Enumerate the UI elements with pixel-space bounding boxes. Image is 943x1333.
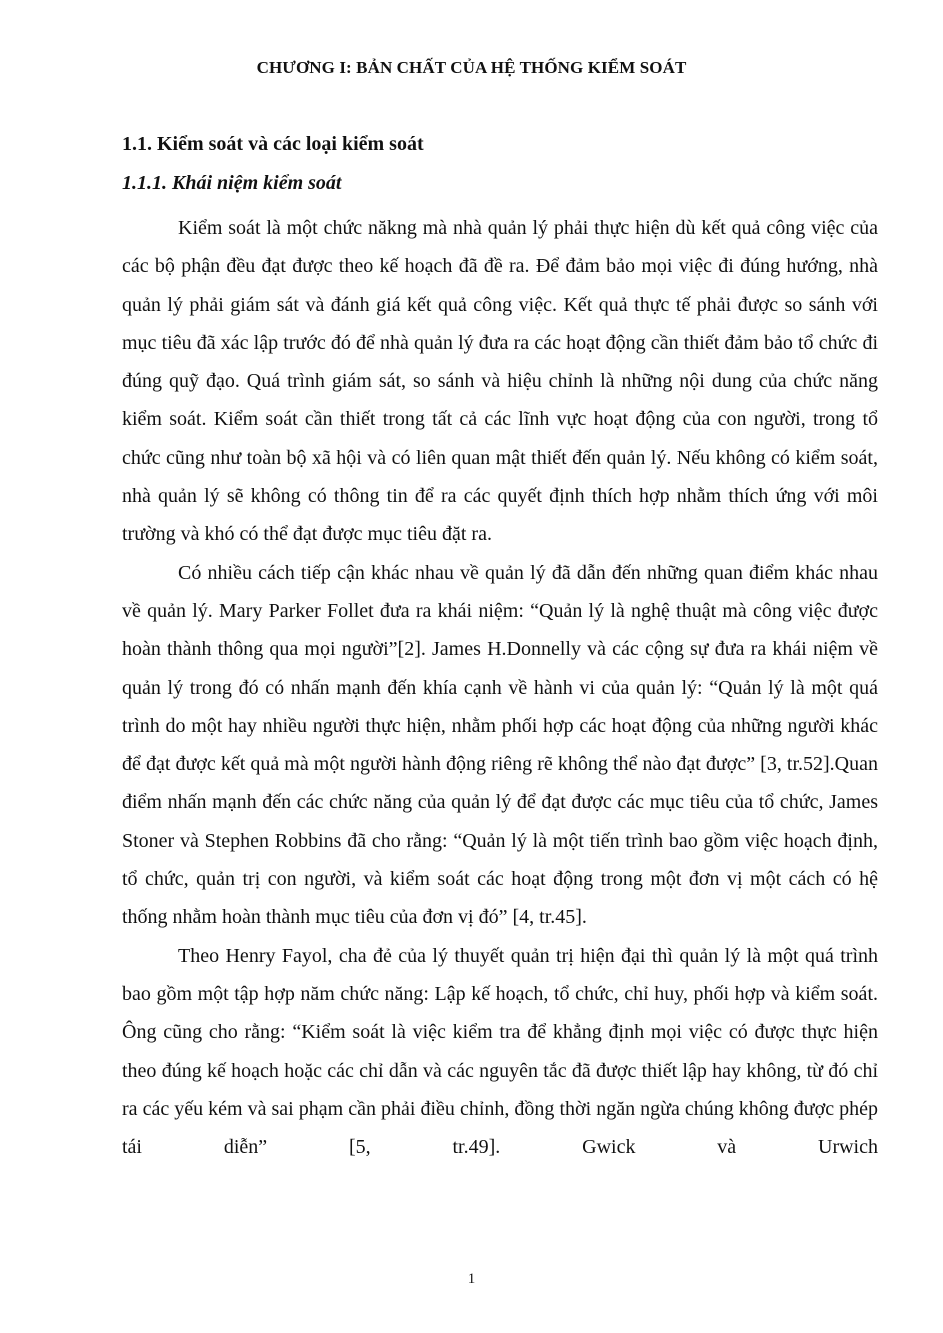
paragraph-3: Theo Henry Fayol, cha đẻ của lý thuyết quản trị hiện đại thì quản lý là một quá trình bao gồm một tập hợp năm chức năng: Lập kế hoạch, tổ chức, chỉ huy, phối hợp và kiểm soát. Ông cũng cho rằng: “Kiểm soát là việc kiểm tra để khẳng định mọi việc có được thực hiện theo đúng kế hoạch hoặc các chỉ dẫn và các nguyên tắc đã được thiết lập hay không, từ đó chỉ ra các yếu kém và sai phạm cần phải điều chỉnh, đồng thời ngăn ngừa chúng không được phép tái diễn” [5, tr.49]. Gwick và Urwich — [122, 944, 878, 1159]
subsection-heading: 1.1.1. Khái niệm kiểm soát — [122, 172, 342, 194]
page-number: 1 — [467, 1271, 476, 1287]
chapter-title: CHƯƠNG I: BẢN CHẤT CỦA HỆ THỐNG KIỂM SOÁT — [256, 58, 687, 77]
paragraph-2: Có nhiều cách tiếp cận khác nhau về quản lý đã dẫn đến những quan điểm khác nhau về quản lý. Mary Parker Follet đưa ra khái niệm: “Quản lý là nghệ thuật mà công việc được hoàn thành thông qua mọi người”[2]. James H.Donnelly và các cộng sự đưa ra khái niệm về quản lý trong đó có nhấn mạnh đến khía cạnh về hành vi của quản lý: “Quản lý là một quá trình do một hay nhiều người thực hiện, nhằm phối hợp các hoạt động của những người khác để đạt được kết quả mà một người hành động riêng rẽ không thể nào đạt được” [3, tr.52].Quan điểm nhấn mạnh đến các chức năng của quản lý để đạt được các mục tiêu của tổ chức, James Stoner và Stephen Robbins đã cho rằng: “Quản lý là một tiến trình bao gồm việc hoạch định, tổ chức, quản trị con người, và kiểm soát các hoạt động trong một đơn vị một cách có hệ thống nhằm hoàn thành mục tiêu của đơn vị đó” [4, tr.45]. — [122, 561, 878, 929]
paragraph-1: Kiểm soát là một chức năkng mà nhà quản lý phải thực hiện dù kết quả công việc của các bộ phận đều đạt được theo kế hoạch đã đề ra. Để đảm bảo mọi việc đi đúng hướng, nhà quản lý phải giám sát và đánh giá kết quả công việc. Kết quả thực tế phải được so sánh với mục tiêu đã xác lập trước đó để nhà quản lý đưa ra các hoạt động cần thiết đảm bảo tổ chức đi đúng quỹ đạo. Quá trình giám sát, so sánh và hiệu chỉnh là những nội dung của chức năng kiểm soát. Kiểm soát cần thiết trong tất cả các lĩnh vực hoạt động của con người, trong tổ chức cũng như toàn bộ xã hội và có liên quan mật thiết đến quản lý. Nếu không có kiểm soát, nhà quản lý sẽ không có thông tin để ra các quyết định thích hợp nhằm thích ứng với môi trường và khó có thể đạt được mục tiêu đặt ra. — [122, 217, 878, 546]
body-text — [122, 209, 878, 1166]
section-heading: 1.1. Kiểm soát và các loại kiểm soát — [122, 133, 424, 155]
